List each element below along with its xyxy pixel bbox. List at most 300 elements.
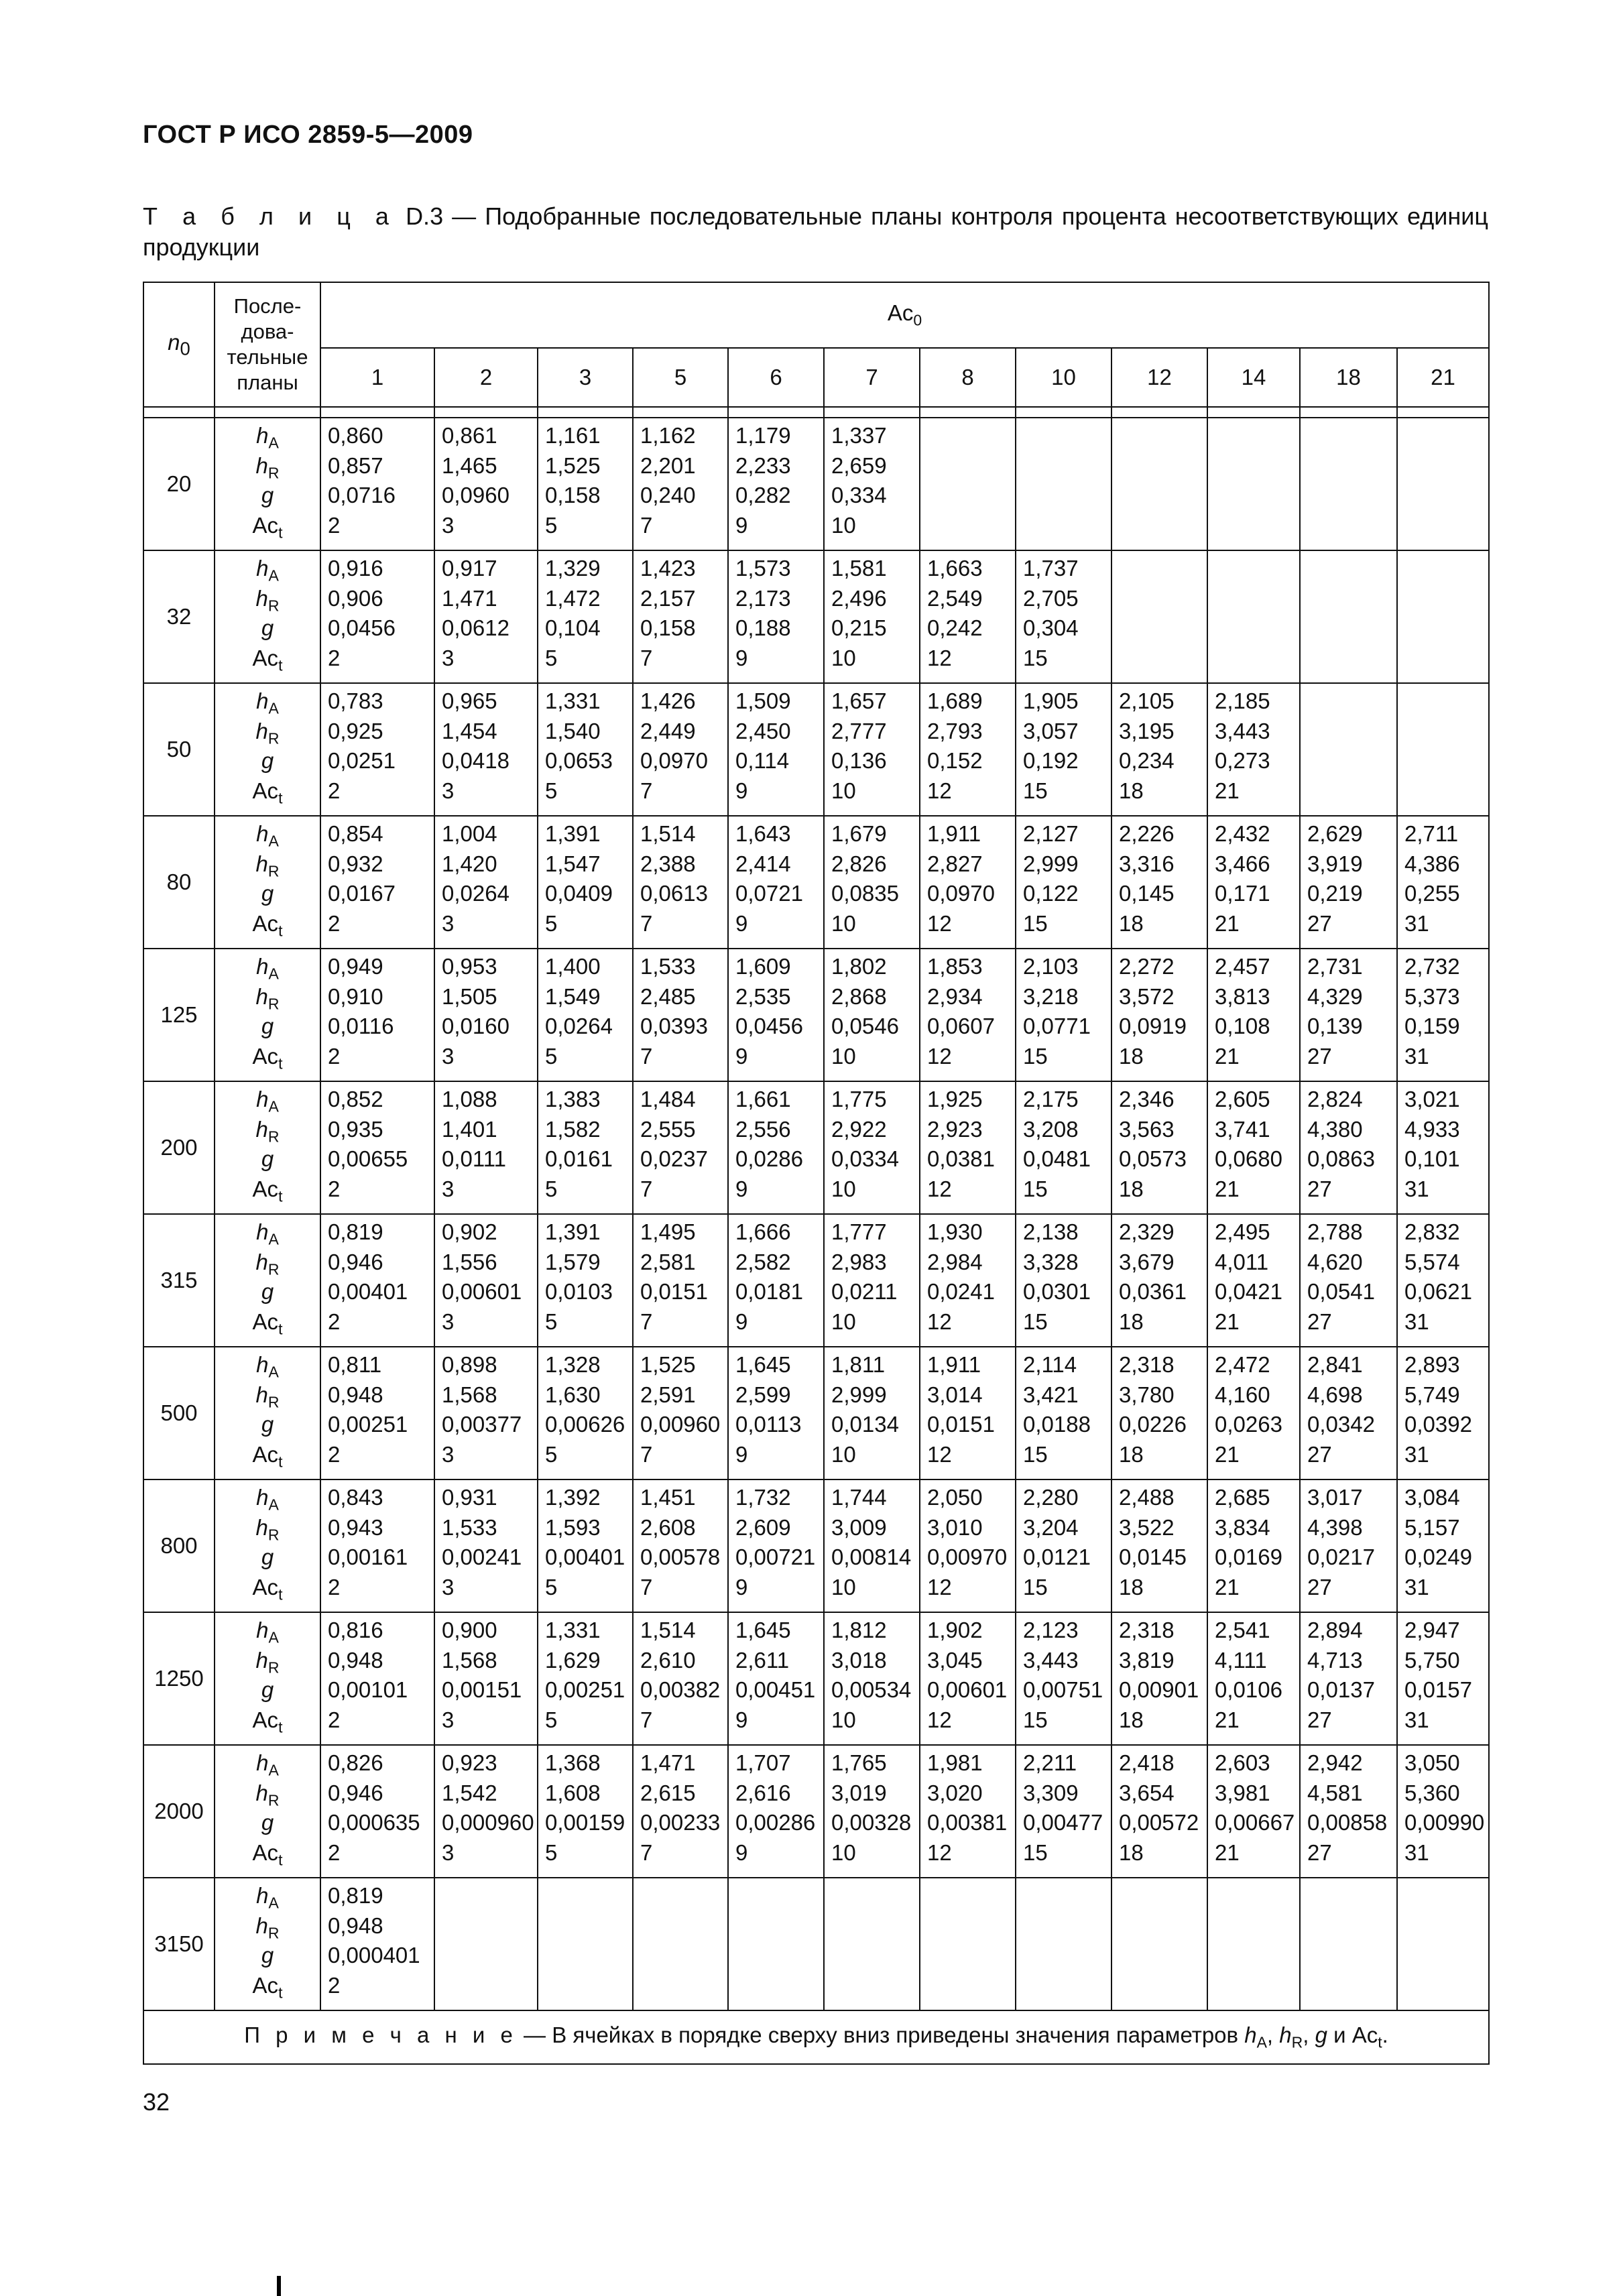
plan-cell: [434, 550, 538, 683]
cell-value: 0,0421: [1215, 1279, 1282, 1304]
cell-value: 10: [831, 1043, 856, 1069]
ac0-column-header: 5: [633, 348, 728, 407]
cell-value: 31: [1404, 910, 1429, 936]
cell-value: 27: [1307, 910, 1332, 936]
n0-value: 800: [143, 1479, 215, 1612]
plan-cell: [824, 949, 920, 1081]
cell-value: 31: [1404, 1176, 1429, 1201]
cell-value: 21: [1215, 1309, 1240, 1334]
cell-value: 27: [1307, 1574, 1332, 1599]
plan-cell: [920, 1081, 1016, 1214]
parameter-label: g: [261, 1677, 274, 1702]
plan-cell: [538, 683, 633, 816]
cell-value: 0,00251: [545, 1677, 625, 1702]
plan-cell: [920, 816, 1016, 949]
n0-value: 20: [143, 418, 215, 550]
cell-value: 2,894: [1307, 1618, 1363, 1642]
cell-value: 3,572: [1119, 983, 1175, 1009]
plan-cell: [633, 550, 728, 683]
plan-cell: [824, 816, 920, 949]
cell-value: 0,948: [328, 1647, 383, 1673]
cell-value: 1,533: [442, 1514, 497, 1540]
cell-value: 15: [1023, 645, 1048, 670]
plan-cell: [434, 1612, 538, 1745]
cell-value: 2,496: [831, 585, 887, 611]
cell-value: 0,101: [1404, 1146, 1460, 1171]
cell-value: 2,226: [1119, 821, 1175, 846]
plan-cell: [320, 816, 434, 949]
plans-table-body: [143, 418, 1489, 2010]
cell-value: 0,0160: [442, 1014, 509, 1038]
cell-value: 0,925: [328, 718, 383, 743]
cell-value: 1,088: [442, 1087, 497, 1111]
cell-value: 2,280: [1023, 1485, 1079, 1510]
cell-value: 0,00721: [735, 1545, 816, 1569]
cell-value: 9: [735, 1176, 748, 1201]
cell-value: 2,603: [1215, 1750, 1270, 1775]
cell-value: 3: [442, 1839, 455, 1865]
plan-cell: [1207, 418, 1300, 550]
cell-value: 3,050: [1404, 1750, 1460, 1775]
cell-value: 3,195: [1119, 718, 1175, 743]
cell-value: 0,0241: [927, 1279, 995, 1304]
cell-value: 9: [735, 1441, 748, 1467]
parameter-label: $Ac_t$: [252, 1574, 283, 1604]
cell-value: 1,161: [545, 423, 601, 448]
cell-value: 3: [442, 1574, 455, 1599]
cell-value: 3: [442, 778, 455, 803]
plan-cell: [1016, 683, 1111, 816]
plan-cell: [538, 550, 633, 683]
plan-cell: [633, 1479, 728, 1612]
plan-cell: [1016, 949, 1111, 1081]
cell-value: 1,525: [640, 1352, 696, 1377]
table-row: [143, 1612, 1489, 1745]
plan-cell: [1207, 1081, 1300, 1214]
cell-value: 1,451: [640, 1485, 696, 1510]
cell-value: 3,328: [1023, 1249, 1079, 1274]
plan-cell: [1111, 550, 1207, 683]
parameter-label: g: [261, 615, 274, 640]
cell-value: 0,783: [328, 688, 383, 713]
cell-value: 2,318: [1119, 1618, 1175, 1642]
cell-value: 1,471: [640, 1750, 696, 1775]
table-note: П р и м е ч а н и е — В ячейках в порядке сверху вниз приведены значения параметров $h_A$, $h_R$, g и $Ac_t$.: [143, 2010, 1489, 2064]
cell-value: 4,111: [1215, 1647, 1267, 1673]
plan-cell: [728, 1479, 824, 1612]
cell-value: 1,609: [735, 954, 791, 979]
plan-cell: [824, 1479, 920, 1612]
cell-value: 0,0181: [735, 1279, 803, 1304]
cell-value: 0,215: [831, 615, 887, 640]
ac0-column-header: 18: [1300, 348, 1397, 407]
cell-value: 2,233: [735, 452, 791, 478]
cell-value: 3: [442, 1309, 455, 1334]
cell-value: 2,827: [927, 851, 983, 876]
parameter-label: $h_A$: [256, 556, 279, 585]
cell-value: 0,00572: [1119, 1810, 1199, 1835]
cell-value: 0,0161: [545, 1146, 613, 1171]
cell-value: 2,824: [1307, 1087, 1363, 1111]
parameter-label: $h_A$: [256, 1883, 279, 1912]
cell-value: 15: [1023, 1707, 1048, 1732]
parameter-label: g: [261, 1014, 274, 1038]
cell-value: 1,630: [545, 1382, 601, 1407]
cell-value: 1,765: [831, 1750, 887, 1775]
table-row: [143, 1214, 1489, 1347]
parameter-labels: [215, 1347, 320, 1479]
plan-cell: [1300, 1479, 1397, 1612]
cell-value: 0,00751: [1023, 1677, 1103, 1702]
plan-cell: [728, 1347, 824, 1479]
cell-value: 1,645: [735, 1618, 791, 1642]
cell-value: 0,240: [640, 483, 696, 507]
cell-value: 0,0361: [1119, 1279, 1187, 1304]
cell-value: 5: [545, 1839, 558, 1865]
cell-value: 1,905: [1023, 688, 1079, 713]
cell-value: 2: [328, 1309, 341, 1334]
plan-cell: [728, 1612, 824, 1745]
cell-value: 3,466: [1215, 851, 1270, 876]
cell-value: 0,00101: [328, 1677, 408, 1702]
plan-cell: [1207, 1745, 1300, 1878]
cell-value: 0,0607: [927, 1014, 995, 1038]
n0-value: 32: [143, 550, 215, 683]
cell-value: 2,549: [927, 585, 983, 611]
cell-value: 2,329: [1119, 1219, 1175, 1244]
plan-cell: [1397, 1214, 1489, 1347]
cell-value: 5,750: [1404, 1647, 1460, 1673]
cell-value: 2,826: [831, 851, 887, 876]
cell-value: 1,573: [735, 556, 791, 581]
cell-value: 0,0621: [1404, 1279, 1472, 1304]
cell-value: 0,0612: [442, 615, 509, 640]
cell-value: 10: [831, 910, 856, 936]
plan-cell: [824, 1214, 920, 1347]
cell-value: 0,0721: [735, 881, 803, 906]
cell-value: 5: [545, 1707, 558, 1732]
cell-value: 2,705: [1023, 585, 1079, 611]
cell-value: 5,360: [1404, 1780, 1460, 1805]
parameter-labels: [215, 1878, 320, 2010]
plan-cell: [1111, 418, 1207, 550]
cell-value: 0,00151: [442, 1677, 522, 1702]
cell-value: 3,018: [831, 1647, 887, 1673]
cell-value: 2: [328, 1972, 341, 1998]
cell-value: 3: [442, 1043, 455, 1069]
cell-value: 0,0169: [1215, 1545, 1282, 1569]
cell-value: 1,629: [545, 1647, 601, 1673]
plan-cell: [1397, 1745, 1489, 1878]
cell-value: 0,114: [735, 748, 790, 773]
plan-cell: [538, 1878, 633, 2010]
n0-value: 125: [143, 949, 215, 1081]
cell-value: 7: [640, 512, 653, 538]
cell-value: 1,179: [735, 423, 791, 448]
ac0-column-header: 14: [1207, 348, 1300, 407]
cell-value: 2,541: [1215, 1618, 1270, 1642]
plan-cell: [1111, 683, 1207, 816]
cell-value: 10: [831, 1839, 856, 1865]
plan-cell: [1111, 1081, 1207, 1214]
cell-value: 1,663: [927, 556, 983, 581]
cell-value: 0,108: [1215, 1014, 1270, 1038]
cell-value: 1,423: [640, 556, 696, 581]
cell-value: 1,930: [927, 1219, 983, 1244]
cell-value: 2,947: [1404, 1618, 1460, 1642]
cell-value: 2,449: [640, 718, 696, 743]
ac0-column-header: 3: [538, 348, 633, 407]
cell-value: 0,0301: [1023, 1279, 1091, 1304]
plan-cell: [1397, 1081, 1489, 1214]
cell-value: 2,485: [640, 983, 696, 1009]
ac0-columns-row: [143, 348, 1489, 407]
cell-value: 2,777: [831, 718, 887, 743]
cell-value: 0,219: [1307, 881, 1363, 906]
cell-value: 2,272: [1119, 954, 1175, 979]
parameter-label: $Ac_t$: [252, 778, 283, 807]
plan-cell: [1300, 1612, 1397, 1745]
cell-value: 0,00990: [1404, 1810, 1485, 1835]
cell-value: 0,0863: [1307, 1146, 1375, 1171]
plan-cell: [824, 1878, 920, 2010]
n0-value: 500: [143, 1347, 215, 1479]
plan-cell: [320, 1347, 434, 1479]
cell-value: 1,853: [927, 954, 983, 979]
parameter-label: $Ac_t$: [252, 512, 283, 542]
plan-cell: [538, 1745, 633, 1878]
cell-value: 0,00381: [927, 1810, 1008, 1835]
plan-cell: [1300, 1745, 1397, 1878]
ac0-column-header: 7: [824, 348, 920, 407]
cell-value: 0,0835: [831, 881, 899, 906]
cell-value: 0,0134: [831, 1412, 899, 1437]
cell-value: 1,329: [545, 556, 601, 581]
cell-value: 0,145: [1119, 881, 1175, 906]
cell-value: 2: [328, 1707, 341, 1732]
cell-value: 2,418: [1119, 1750, 1175, 1775]
cell-value: 0,826: [328, 1750, 383, 1775]
plan-cell: [434, 1347, 538, 1479]
cell-value: 2,732: [1404, 954, 1460, 979]
cell-value: 0,943: [328, 1514, 383, 1540]
plan-cell: [920, 1878, 1016, 2010]
cell-value: 1,331: [545, 1618, 601, 1642]
cell-value: 0,0541: [1307, 1279, 1375, 1304]
plan-cell: [320, 1745, 434, 1878]
cell-value: 21: [1215, 1839, 1240, 1865]
cell-value: 2,793: [927, 718, 983, 743]
cell-value: 1,547: [545, 851, 601, 876]
cell-value: 5,157: [1404, 1514, 1460, 1540]
cell-value: 1,465: [442, 452, 497, 478]
cell-value: 2,923: [927, 1116, 983, 1142]
plan-cell: [1016, 1745, 1111, 1878]
cell-value: 2,611: [735, 1647, 790, 1673]
cell-value: 12: [927, 910, 952, 936]
cell-value: 27: [1307, 1309, 1332, 1334]
cell-value: 21: [1215, 1176, 1240, 1201]
cell-value: 10: [831, 1707, 856, 1732]
cell-value: 1,643: [735, 821, 791, 846]
cell-value: 12: [927, 1574, 952, 1599]
cell-value: 27: [1307, 1839, 1332, 1865]
cell-value: 0,00667: [1215, 1810, 1295, 1835]
plan-cell: [434, 1081, 538, 1214]
cell-value: 2,211: [1023, 1750, 1077, 1775]
cell-value: 3: [442, 910, 455, 936]
n0-value: 1250: [143, 1612, 215, 1745]
plan-cell: [633, 1745, 728, 1878]
ac0-column-header: 1: [320, 348, 434, 407]
cell-value: 0,0121: [1023, 1545, 1091, 1569]
plan-cell: [1300, 418, 1397, 550]
cell-value: 0,00328: [831, 1810, 912, 1835]
cell-value: 2,731: [1307, 954, 1363, 979]
plan-cell: [1207, 816, 1300, 949]
plan-cell: [1397, 418, 1489, 550]
cell-value: 0,0970: [640, 748, 708, 773]
n0-value: 2000: [143, 1745, 215, 1878]
cell-value: 3,010: [927, 1514, 983, 1540]
cell-value: 0,0334: [831, 1146, 899, 1171]
table-row: [143, 1347, 1489, 1479]
plan-cell: [920, 1214, 1016, 1347]
cell-value: 2,841: [1307, 1352, 1363, 1377]
ac0-column-header: 8: [920, 348, 1016, 407]
cell-value: 12: [927, 1839, 952, 1865]
cell-value: 10: [831, 1309, 856, 1334]
parameter-label: $h_A$: [256, 1618, 279, 1646]
plan-cell: [1300, 550, 1397, 683]
plan-cell: [1111, 949, 1207, 1081]
cell-value: 27: [1307, 1707, 1332, 1732]
cell-value: 0,000401: [328, 1943, 420, 1968]
cell-value: 0,0264: [545, 1014, 613, 1038]
cell-value: 2,893: [1404, 1352, 1460, 1377]
cell-value: 2,609: [735, 1514, 791, 1540]
cell-value: 1,581: [831, 556, 887, 581]
parameter-label: $h_R$: [255, 1514, 280, 1544]
cell-value: 2,472: [1215, 1352, 1270, 1377]
table-row: [143, 1081, 1489, 1214]
cell-value: 7: [640, 1839, 653, 1865]
cell-value: 0,000960: [442, 1810, 534, 1835]
cell-value: 2,495: [1215, 1219, 1270, 1244]
cell-value: 1,679: [831, 821, 887, 846]
cell-value: 0,00814: [831, 1545, 912, 1569]
cell-value: 0,0393: [640, 1014, 708, 1038]
plan-cell: [633, 1612, 728, 1745]
cell-value: 1,004: [442, 821, 497, 846]
cell-value: 18: [1119, 1839, 1144, 1865]
cell-value: 1,331: [545, 688, 601, 713]
cell-value: 1,420: [442, 851, 497, 876]
cell-value: 21: [1215, 1574, 1240, 1599]
cell-value: 2,488: [1119, 1485, 1175, 1510]
parameter-label: g: [261, 881, 274, 906]
plan-cell: [920, 1479, 1016, 1612]
cell-value: 1,732: [735, 1485, 791, 1510]
parameter-label: $h_R$: [255, 585, 280, 615]
cell-value: 0,158: [545, 483, 601, 507]
cell-value: 3: [442, 512, 455, 538]
parameter-labels: [215, 1745, 320, 1878]
cell-value: 0,857: [328, 452, 383, 478]
n0-value: 315: [143, 1214, 215, 1347]
cell-value: 0,0167: [328, 881, 396, 906]
cell-value: 0,159: [1404, 1014, 1460, 1038]
sequential-plans-table-container: [143, 282, 1488, 2065]
cell-value: 0,900: [442, 1618, 497, 1642]
n0-value: 3150: [143, 1878, 215, 2010]
cell-value: 3,316: [1119, 851, 1175, 876]
cell-value: 5: [545, 512, 558, 538]
plan-cell: [1207, 1612, 1300, 1745]
cell-value: 1,471: [442, 585, 497, 611]
cell-value: 2,685: [1215, 1485, 1270, 1510]
plan-cell: [1300, 1214, 1397, 1347]
parameter-labels: [215, 1612, 320, 1745]
cell-value: 1,542: [442, 1780, 497, 1805]
cell-value: 1,812: [831, 1618, 887, 1642]
cell-value: 0,948: [328, 1913, 383, 1938]
n0-value: 200: [143, 1081, 215, 1214]
cell-value: 0,0716: [328, 483, 396, 507]
cell-value: 31: [1404, 1043, 1429, 1069]
table-row: [143, 949, 1489, 1081]
cell-value: 0,0264: [442, 881, 509, 906]
parameter-label: $h_A$: [256, 423, 279, 452]
cell-value: 7: [640, 1176, 653, 1201]
cell-value: 4,713: [1307, 1647, 1363, 1673]
cell-value: 3,780: [1119, 1382, 1175, 1407]
plan-cell: [1111, 1745, 1207, 1878]
ac0-column-header: 12: [1111, 348, 1207, 407]
ac0-column-header: 10: [1016, 348, 1111, 407]
cell-value: 2,984: [927, 1249, 983, 1274]
parameter-label: g: [261, 1412, 274, 1437]
cell-value: 1,454: [442, 718, 497, 743]
cell-value: 2,450: [735, 718, 791, 743]
cell-value: 2,983: [831, 1249, 887, 1274]
cell-value: 15: [1023, 778, 1048, 803]
cell-value: 2,457: [1215, 954, 1270, 979]
cell-value: 2,605: [1215, 1087, 1270, 1111]
cell-value: 0,0456: [328, 615, 396, 640]
table-row: [143, 816, 1489, 949]
plan-cell: [538, 418, 633, 550]
cell-value: 0,0251: [328, 748, 396, 773]
cell-value: 0,860: [328, 423, 383, 448]
cell-value: 0,0237: [640, 1146, 708, 1171]
cell-value: 0,931: [442, 1485, 497, 1510]
cell-value: 15: [1023, 910, 1048, 936]
cell-value: 1,556: [442, 1249, 497, 1274]
plan-cell: [920, 418, 1016, 550]
cell-value: 12: [927, 1176, 952, 1201]
cell-value: 0,0263: [1215, 1412, 1282, 1437]
cell-value: 0,122: [1023, 881, 1079, 906]
cell-value: 0,0286: [735, 1146, 803, 1171]
cell-value: 2,185: [1215, 688, 1270, 713]
cell-value: 0,0680: [1215, 1146, 1282, 1171]
cell-value: 2,535: [735, 983, 791, 1009]
plan-cell: [320, 683, 434, 816]
cell-value: 2: [328, 1839, 341, 1865]
cell-value: 1,162: [640, 423, 696, 448]
cell-value: 1,608: [545, 1780, 601, 1805]
